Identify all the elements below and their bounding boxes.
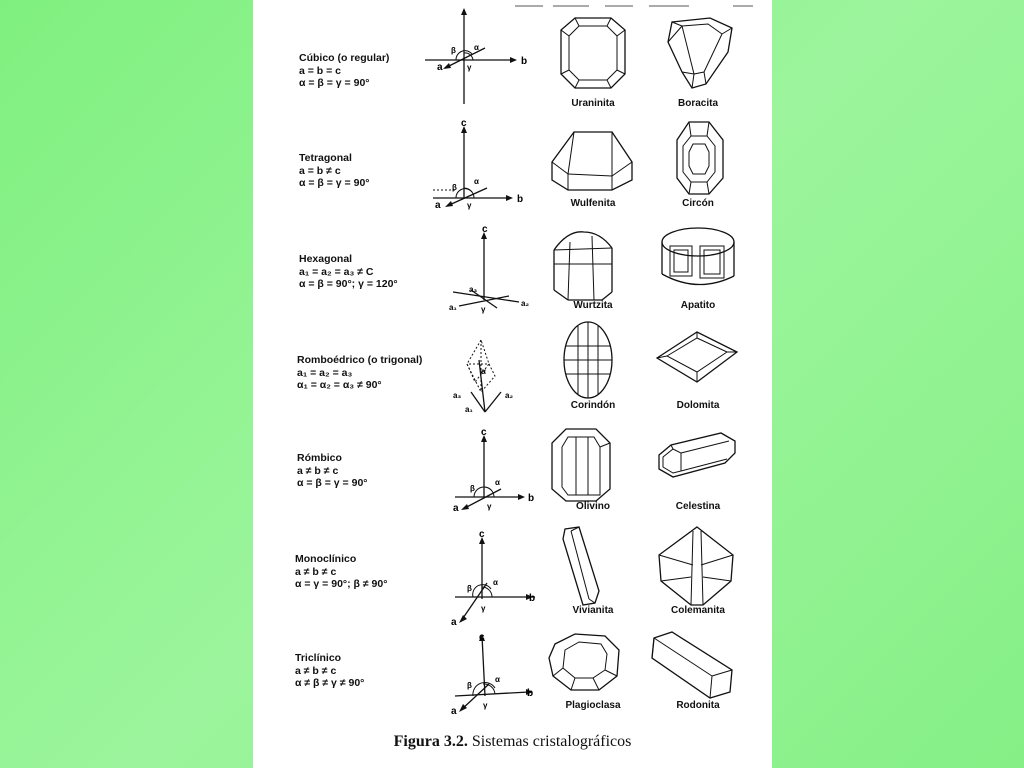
system-rule-axes: a ≠ b ≠ c bbox=[297, 464, 339, 477]
axis-label-a3: a₃ bbox=[469, 285, 478, 294]
system-rule-angles: α = β = γ = 90° bbox=[299, 77, 370, 89]
crystal-name: Rodonita bbox=[676, 700, 720, 711]
system-rule-angles: α ≠ β ≠ γ ≠ 90° bbox=[295, 677, 365, 689]
crystal-name: Dolomita bbox=[676, 400, 720, 411]
axis-label-a: a bbox=[437, 62, 443, 73]
system-row-triclinic bbox=[253, 630, 772, 730]
angle-label-alpha: α bbox=[495, 478, 500, 487]
crystal-name: Uraninita bbox=[571, 98, 615, 109]
crystal-name: Corindón bbox=[570, 400, 616, 411]
system-rule-axes: a ≠ b ≠ c bbox=[295, 565, 337, 578]
angle-label-beta: β bbox=[467, 681, 472, 690]
angle-label-beta: β bbox=[470, 484, 475, 493]
system-name: Monoclínico bbox=[295, 553, 357, 565]
system-row-hexagonal bbox=[253, 220, 772, 320]
crystal-name: Colemanita bbox=[671, 605, 725, 616]
system-name: Triclínico bbox=[295, 652, 342, 664]
axis-label-c: c bbox=[461, 118, 467, 129]
axis-label-c: c bbox=[481, 427, 487, 438]
system-name: Rómbico bbox=[297, 452, 342, 464]
angle-label-alpha: α bbox=[493, 578, 498, 587]
crystal-drawing-wurtzita bbox=[548, 220, 618, 304]
axis-label-a: a bbox=[451, 617, 457, 628]
crystal-name: Wurtzita bbox=[573, 300, 613, 311]
crystal-drawing-celestina bbox=[651, 425, 741, 485]
system-row-orthorhombic bbox=[253, 425, 772, 525]
system-rule-axes: a₁ = a₂ = a₃ bbox=[297, 366, 353, 379]
crystal-drawing-colemanita bbox=[653, 525, 743, 609]
figure-caption bbox=[253, 733, 772, 751]
axis-label-a3: a₃ bbox=[453, 391, 462, 400]
figure-caption-number: Figura 3.2. bbox=[393, 733, 468, 750]
system-rule-angles: α₁ = α₂ = α₃ ≠ 90° bbox=[297, 379, 382, 391]
figure-page bbox=[253, 0, 772, 768]
axes-diagram-monoclinic bbox=[425, 525, 535, 630]
axis-label-b: b bbox=[517, 194, 524, 205]
axes-diagram-rhombohedral bbox=[425, 320, 535, 425]
crystal-drawing-plagioclasa bbox=[545, 630, 625, 700]
crystal-name: Celestina bbox=[675, 501, 721, 512]
axes-diagram-triclinic bbox=[425, 630, 535, 730]
angle-label-gamma: γ bbox=[467, 201, 472, 210]
crystal-name: Boracita bbox=[677, 98, 718, 109]
crystal-name: Olivino bbox=[576, 501, 610, 512]
crystal-drawing-dolomita bbox=[653, 320, 743, 390]
system-row-monoclinic bbox=[253, 525, 772, 630]
axes-diagram-hexagonal bbox=[425, 220, 535, 320]
system-name: Cúbico (o regular) bbox=[299, 52, 390, 64]
system-rule-axes: a₁ = a₂ = a₃ ≠ C bbox=[299, 265, 374, 278]
crystal-drawing-olivino bbox=[548, 425, 618, 505]
crystal-drawing-apatito bbox=[658, 220, 738, 290]
system-name: Tetragonal bbox=[299, 152, 352, 164]
system-rule-angles: α = β = γ = 90° bbox=[299, 177, 370, 189]
axis-label-c: c bbox=[482, 224, 488, 235]
angle-label-alpha: α bbox=[495, 675, 500, 684]
axis-label-a2: a₂ bbox=[505, 391, 514, 400]
crystal-name: Wulfenita bbox=[570, 198, 616, 209]
axes-diagram-tetragonal bbox=[425, 118, 535, 218]
crystal-drawing-uraninita bbox=[553, 8, 633, 92]
system-rule-angles: α = γ = 90°; β ≠ 90° bbox=[295, 578, 388, 590]
crystal-drawing-rodonita bbox=[648, 630, 738, 700]
system-row-tetragonal bbox=[253, 118, 772, 220]
system-name: Hexagonal bbox=[299, 253, 353, 265]
angle-label-beta: β bbox=[467, 584, 472, 593]
angle-label-beta: β bbox=[452, 183, 457, 192]
angle-label-beta: β bbox=[451, 46, 456, 55]
angle-label-gamma: γ bbox=[481, 604, 486, 613]
angle-label-gamma: γ bbox=[467, 63, 472, 72]
crystal-name: Plagioclasa bbox=[565, 700, 621, 711]
axis-label-c: c bbox=[479, 632, 485, 643]
axis-label-a: a bbox=[453, 503, 459, 514]
crystal-name: Circón bbox=[682, 198, 714, 209]
axis-label-b: b bbox=[529, 593, 535, 604]
axes-diagram-orthorhombic bbox=[425, 425, 535, 525]
axes-diagram-cubic bbox=[425, 8, 535, 108]
crystal-drawing-wulfenita bbox=[548, 118, 638, 198]
axis-label-a: a bbox=[435, 200, 441, 211]
crystal-name: Apatito bbox=[680, 300, 716, 311]
axis-label-a1: a₁ bbox=[465, 405, 473, 414]
figure-caption-title: Sistemas cristalográficos bbox=[471, 733, 632, 750]
system-rule-axes: a = b ≠ c bbox=[299, 164, 341, 177]
crystal-drawing-circon bbox=[671, 118, 731, 202]
angle-label-alpha: α bbox=[474, 43, 479, 52]
top-rule bbox=[253, 0, 772, 8]
angle-label-gamma: γ bbox=[481, 305, 486, 314]
angle-label-gamma: γ bbox=[487, 502, 492, 511]
axis-label-c: c bbox=[479, 529, 485, 540]
crystal-name: Vivianita bbox=[572, 605, 614, 616]
angle-label-alpha: α bbox=[474, 177, 479, 186]
system-rule-axes: a ≠ b ≠ c bbox=[295, 664, 337, 677]
axis-label-b: b bbox=[528, 493, 535, 504]
crystal-drawing-boracita bbox=[658, 8, 738, 92]
axis-label-a1: a₁ bbox=[449, 303, 457, 312]
axis-label-a2: a₂ bbox=[521, 299, 530, 308]
system-name: Romboédrico (o trigonal) bbox=[297, 354, 423, 366]
axis-label-a: a bbox=[451, 706, 457, 717]
axis-label-b: b bbox=[521, 56, 528, 67]
system-rule-angles: α = β = 90°; γ = 120° bbox=[299, 278, 398, 290]
angle-label-gamma: γ bbox=[483, 701, 488, 710]
system-rule-axes: a = b = c bbox=[299, 64, 342, 77]
crystal-drawing-corindon bbox=[558, 320, 618, 404]
angle-label-alpha: α bbox=[481, 367, 486, 376]
crystal-drawing-vivianita bbox=[553, 525, 613, 609]
system-row-rhombohedral bbox=[253, 320, 772, 425]
axis-label-b: b bbox=[527, 688, 534, 699]
system-rule-angles: α = β = γ = 90° bbox=[297, 477, 368, 489]
system-row-cubic bbox=[253, 8, 772, 118]
